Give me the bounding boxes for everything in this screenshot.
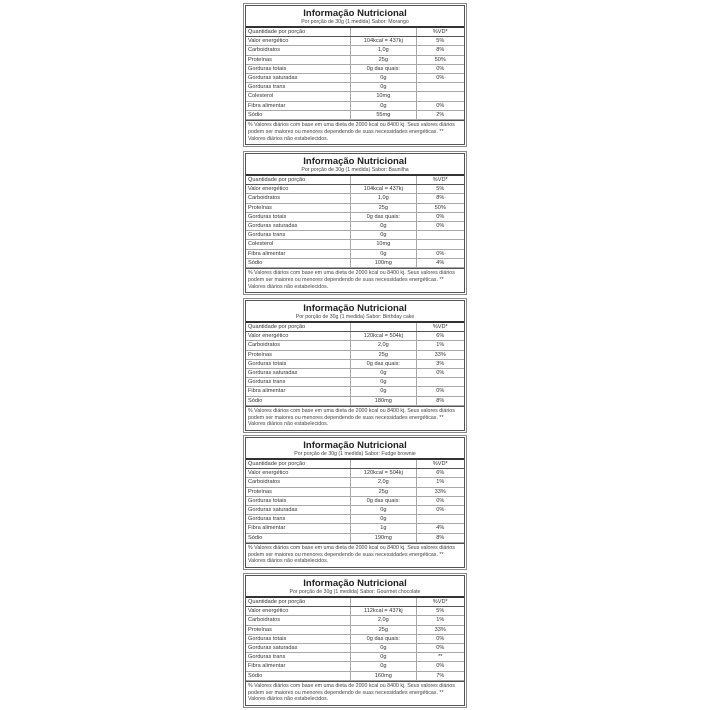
nutrient-value: 1,0g: [351, 194, 416, 203]
nutrient-pct: [416, 231, 464, 240]
nutrient-pct: 8%: [416, 533, 464, 542]
table-header-row: [246, 28, 464, 37]
table-header-row: [246, 460, 464, 469]
table-row: [246, 46, 464, 55]
nutrient-value: 0g das quais:: [351, 496, 416, 505]
nutrient-pct: 2%: [416, 110, 464, 119]
nutrient-pct: 50%: [416, 55, 464, 64]
nutrient-pct: 5%: [416, 607, 464, 616]
nutrient-label: Carboidratos: [246, 341, 351, 350]
nutrient-value: 25g: [351, 350, 416, 359]
nutrient-pct: 0%: [416, 249, 464, 258]
table-row: [246, 653, 464, 662]
nutrient-pct: [416, 83, 464, 92]
nutrient-pct: 4%: [416, 524, 464, 533]
nutrient-pct: 6%: [416, 469, 464, 478]
table-row: [246, 231, 464, 240]
nutrient-value: 25g: [351, 625, 416, 634]
table-row: [246, 350, 464, 359]
nutrient-label: Colesterol: [246, 92, 351, 101]
nutrient-value: 0g: [351, 249, 416, 258]
nutrient-value: 160mg: [351, 671, 416, 680]
table-row: [246, 634, 464, 643]
nutrient-label: Valor energético: [246, 185, 351, 194]
nutrient-pct: 8%: [416, 46, 464, 55]
nutrition-panel: [243, 298, 467, 433]
panel-footnote: % Valores diários com base em uma dieta de 2000 kcal ou 8400 kj. Seus valores diários podem ser maiores ou menores dependendo de suas necessidades energéticas. ** Valores diários não estabelecidos.: [246, 681, 464, 705]
table-row: [246, 249, 464, 258]
nutrient-pct: [416, 240, 464, 249]
nutrient-pct: [416, 515, 464, 524]
nutrient-value: 1g: [351, 524, 416, 533]
nutrient-label: Sódio: [246, 671, 351, 680]
panel-footnote: % Valores diários com base em uma dieta de 2000 kcal ou 8400 kj. Seus valores diários podem ser maiores ou menores dependendo de suas necessidades energéticas. ** Valores diários não estabelecidos.: [246, 268, 464, 292]
nutrient-pct: 33%: [416, 350, 464, 359]
nutrient-label: Fibra alimentar: [246, 387, 351, 396]
nutrient-pct: 8%: [416, 396, 464, 405]
table-row: [246, 369, 464, 378]
nutrient-pct: 33%: [416, 487, 464, 496]
panel-title: Informação Nutricional: [303, 156, 407, 167]
nutrient-label: Gorduras trans: [246, 378, 351, 387]
nutrient-value: 180mg: [351, 396, 416, 405]
nutrient-pct: 3%: [416, 359, 464, 368]
nutrition-table: [246, 28, 464, 120]
panel-subtitle: Por porção de 30g (1 medida) Sabor: Birthday cake: [246, 314, 464, 323]
header-label: Quantidade por porção: [246, 598, 351, 607]
nutrition-table: [246, 176, 464, 268]
nutrient-label: Carboidratos: [246, 46, 351, 55]
panel-subtitle: Por porção de 30g (1 medida) Sabor: Baunilha: [246, 167, 464, 176]
nutrient-label: Proteínas: [246, 625, 351, 634]
nutrient-value: 0g: [351, 74, 416, 83]
nutrient-pct: 0%: [416, 387, 464, 396]
header-pct: %VD*: [416, 176, 464, 185]
table-row: [246, 110, 464, 119]
table-row: [246, 533, 464, 542]
panel-title: Informação Nutricional: [303, 578, 407, 589]
nutrient-value: 25g: [351, 487, 416, 496]
nutrient-value: 2,0g: [351, 341, 416, 350]
header-label: Quantidade por porção: [246, 176, 351, 185]
nutrient-label: Fibra alimentar: [246, 662, 351, 671]
panel-subtitle: Por porção de 30g (1 medida) Sabor: Morango: [246, 19, 464, 28]
table-row: [246, 524, 464, 533]
panel-title: Informação Nutricional: [303, 440, 407, 451]
nutrient-value: 2,0g: [351, 478, 416, 487]
nutrient-label: Colesterol: [246, 240, 351, 249]
nutrient-label: Fibra alimentar: [246, 101, 351, 110]
nutrient-value: 0g: [351, 506, 416, 515]
header-pct: %VD*: [416, 28, 464, 37]
nutrient-value: 0g: [351, 83, 416, 92]
nutrient-label: Carboidratos: [246, 616, 351, 625]
nutrient-pct: 4%: [416, 258, 464, 267]
table-row: [246, 185, 464, 194]
table-row: [246, 487, 464, 496]
nutrient-value: 190mg: [351, 533, 416, 542]
nutrient-value: 104kcal = 437kj: [351, 37, 416, 46]
nutrient-label: Proteínas: [246, 350, 351, 359]
nutrient-value: 0g das quais:: [351, 359, 416, 368]
nutrient-value: 0g: [351, 662, 416, 671]
panel-title: Informação Nutricional: [303, 303, 407, 314]
table-header-row: [246, 176, 464, 185]
panel-subtitle: Por porção de 30g (1 medida) Sabor: Fudge brownie: [246, 451, 464, 460]
nutrient-label: Sódio: [246, 258, 351, 267]
nutrient-value: 0g: [351, 515, 416, 524]
nutrient-value: 1,0g: [351, 46, 416, 55]
header-value: [351, 323, 416, 332]
panel-frame: [245, 437, 465, 568]
nutrition-panel: [243, 3, 467, 147]
nutrient-label: Valor energético: [246, 332, 351, 341]
nutrient-label: Proteínas: [246, 203, 351, 212]
table-row: [246, 83, 464, 92]
panel-frame: [245, 575, 465, 706]
nutrition-table: [246, 460, 464, 543]
nutrient-value: 0g: [351, 231, 416, 240]
table-header-row: [246, 323, 464, 332]
nutrient-label: Fibra alimentar: [246, 524, 351, 533]
header-label: Quantidade por porção: [246, 323, 351, 332]
nutrition-panel: [243, 573, 467, 708]
nutrition-table: [246, 323, 464, 406]
nutrient-label: Gorduras totais: [246, 212, 351, 221]
table-row: [246, 671, 464, 680]
table-row: [246, 607, 464, 616]
header-label: Quantidade por porção: [246, 460, 351, 469]
nutrient-value: 0g das quais:: [351, 64, 416, 73]
nutrient-label: Gorduras saturadas: [246, 506, 351, 515]
table-row: [246, 55, 464, 64]
nutrient-pct: 50%: [416, 203, 464, 212]
nutrient-value: 0g das quais:: [351, 634, 416, 643]
nutrient-pct: [416, 92, 464, 101]
nutrient-value: 0g: [351, 101, 416, 110]
panel-title: Informação Nutricional: [303, 8, 407, 19]
nutrient-label: Sódio: [246, 110, 351, 119]
nutrient-label: Valor energético: [246, 37, 351, 46]
panel-footnote: % Valores diários com base em uma dieta de 2000 kcal ou 8400 kj. Seus valores diários podem ser maiores ou menores dependendo de suas necessidades energéticas. ** Valores diários não estabelecidos.: [246, 543, 464, 567]
table-header-row: [246, 598, 464, 607]
nutrient-pct: 0%: [416, 64, 464, 73]
header-value: [351, 598, 416, 607]
table-row: [246, 478, 464, 487]
nutrient-label: Gorduras trans: [246, 515, 351, 524]
header-pct: %VD*: [416, 460, 464, 469]
nutrient-label: Gorduras trans: [246, 83, 351, 92]
table-row: [246, 469, 464, 478]
table-row: [246, 240, 464, 249]
nutrient-value: 0g: [351, 378, 416, 387]
nutrient-value: 0g: [351, 644, 416, 653]
table-row: [246, 515, 464, 524]
nutrient-pct: 0%: [416, 634, 464, 643]
nutrient-label: Fibra alimentar: [246, 249, 351, 258]
nutrient-value: 25g: [351, 55, 416, 64]
nutrient-pct: 33%: [416, 625, 464, 634]
nutrient-pct: 0%: [416, 74, 464, 83]
table-row: [246, 194, 464, 203]
nutrient-value: 2,0g: [351, 616, 416, 625]
nutrient-pct: 1%: [416, 616, 464, 625]
nutrient-value: 0g: [351, 387, 416, 396]
nutrient-pct: 8%: [416, 194, 464, 203]
nutrient-pct: 1%: [416, 341, 464, 350]
table-row: [246, 74, 464, 83]
table-row: [246, 222, 464, 231]
panel-footnote: % Valores diários com base em uma dieta de 2000 kcal ou 8400 kj. Seus valores diários podem ser maiores ou menores dependendo de suas necessidades energéticas. ** Valores diários não estabelecidos.: [246, 120, 464, 144]
nutrient-value: 120kcal = 504kj: [351, 332, 416, 341]
nutrient-label: Gorduras saturadas: [246, 644, 351, 653]
nutrient-label: Carboidratos: [246, 478, 351, 487]
header-value: [351, 28, 416, 37]
table-row: [246, 387, 464, 396]
nutrient-pct: 0%: [416, 662, 464, 671]
header-pct: %VD*: [416, 598, 464, 607]
nutrient-label: Sódio: [246, 533, 351, 542]
table-row: [246, 64, 464, 73]
nutrition-panel: [243, 151, 467, 295]
nutrient-label: Gorduras totais: [246, 634, 351, 643]
nutrient-label: Sódio: [246, 396, 351, 405]
nutrient-pct: 0%: [416, 496, 464, 505]
table-row: [246, 378, 464, 387]
nutrient-value: 0g das quais:: [351, 212, 416, 221]
nutrient-label: Proteínas: [246, 55, 351, 64]
table-row: [246, 92, 464, 101]
nutrient-pct: **: [416, 653, 464, 662]
nutrient-label: Gorduras saturadas: [246, 369, 351, 378]
nutrient-value: 0g: [351, 222, 416, 231]
panel-footnote: % Valores diários com base em uma dieta de 2000 kcal ou 8400 kj. Seus valores diários podem ser maiores ou menores dependendo de suas necessidades energéticas. ** Valores diários não estabelecidos.: [246, 406, 464, 430]
panel-subtitle: Por porção de 30g (1 medida) Sabor: Gourmet chocolate: [246, 589, 464, 598]
table-row: [246, 506, 464, 515]
header-value: [351, 460, 416, 469]
nutrient-label: Gorduras totais: [246, 359, 351, 368]
nutrient-label: Gorduras trans: [246, 653, 351, 662]
table-row: [246, 203, 464, 212]
nutrient-pct: [416, 378, 464, 387]
table-row: [246, 396, 464, 405]
nutrient-label: Gorduras saturadas: [246, 74, 351, 83]
table-row: [246, 212, 464, 221]
table-row: [246, 101, 464, 110]
nutrient-label: Proteínas: [246, 487, 351, 496]
nutrient-label: Gorduras totais: [246, 64, 351, 73]
panel-frame: [245, 300, 465, 431]
header-label: Quantidade por porção: [246, 28, 351, 37]
nutrient-value: 100mg: [351, 258, 416, 267]
table-row: [246, 332, 464, 341]
nutrient-value: 10mg: [351, 240, 416, 249]
nutrient-pct: 0%: [416, 212, 464, 221]
nutrient-value: 104kcal = 437kj: [351, 185, 416, 194]
nutrition-panel: [243, 435, 467, 570]
table-row: [246, 37, 464, 46]
table-row: [246, 359, 464, 368]
nutrient-value: 25g: [351, 203, 416, 212]
nutrient-label: Valor energético: [246, 607, 351, 616]
nutrient-pct: 5%: [416, 185, 464, 194]
nutrition-table: [246, 598, 464, 681]
nutrient-pct: 6%: [416, 332, 464, 341]
table-row: [246, 625, 464, 634]
header-pct: %VD*: [416, 323, 464, 332]
nutrient-label: Carboidratos: [246, 194, 351, 203]
table-row: [246, 644, 464, 653]
nutrient-label: Gorduras totais: [246, 496, 351, 505]
panel-frame: [245, 5, 465, 145]
nutrient-label: Gorduras trans: [246, 231, 351, 240]
nutrient-value: 0g: [351, 369, 416, 378]
table-row: [246, 258, 464, 267]
nutrient-value: 112kcal = 437kj: [351, 607, 416, 616]
nutrient-pct: 1%: [416, 478, 464, 487]
nutrient-pct: 0%: [416, 644, 464, 653]
nutrient-label: Valor energético: [246, 469, 351, 478]
nutrient-pct: 0%: [416, 506, 464, 515]
nutrient-pct: 0%: [416, 222, 464, 231]
nutrient-value: 0g: [351, 653, 416, 662]
nutrient-value: 120kcal = 504kj: [351, 469, 416, 478]
table-row: [246, 616, 464, 625]
table-row: [246, 341, 464, 350]
nutrient-value: 10mg: [351, 92, 416, 101]
header-value: [351, 176, 416, 185]
nutrient-pct: 0%: [416, 101, 464, 110]
nutrient-pct: 0%: [416, 369, 464, 378]
table-row: [246, 496, 464, 505]
nutrient-label: Gorduras saturadas: [246, 222, 351, 231]
nutrient-pct: 5%: [416, 37, 464, 46]
nutrient-value: 55mg: [351, 110, 416, 119]
panel-frame: [245, 153, 465, 293]
table-row: [246, 662, 464, 671]
nutrient-pct: 7%: [416, 671, 464, 680]
